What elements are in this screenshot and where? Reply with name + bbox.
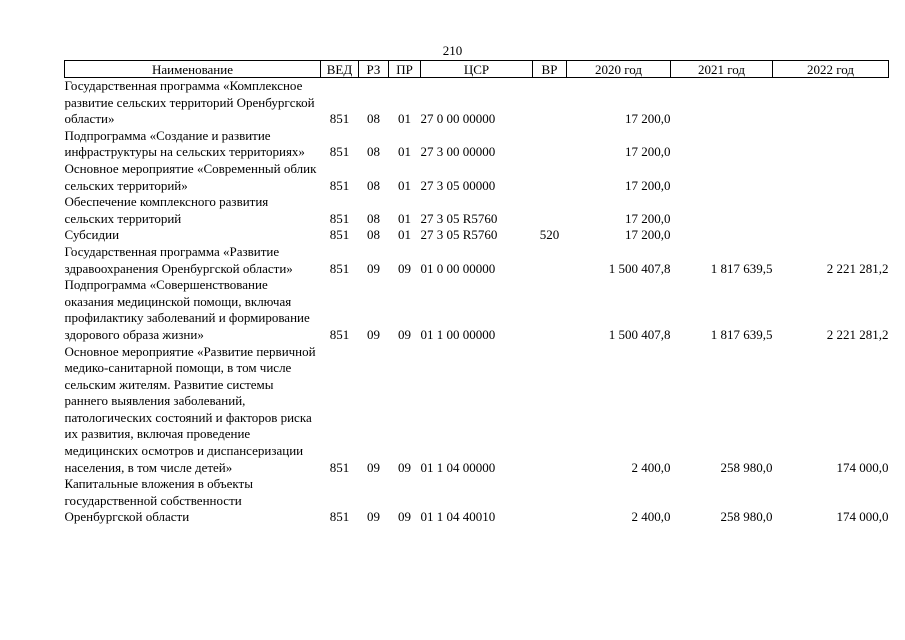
cell-vr <box>533 194 567 227</box>
table-row <box>65 344 889 477</box>
table-body <box>65 78 889 527</box>
cell-rz: 09 <box>367 459 380 475</box>
column-header-ved: ВЕД <box>321 61 359 78</box>
cell-rz: 08 <box>367 177 380 193</box>
cell-pr: 01 <box>398 210 411 226</box>
cell-2020: 17 200,0 <box>625 210 671 226</box>
cell-ved: 851 <box>329 260 350 276</box>
cell-2020: 2 400,0 <box>631 459 671 475</box>
column-header-csr: ЦСР <box>421 61 533 78</box>
cell-2021: 258 980,0 <box>720 459 773 475</box>
cell-ved: 851 <box>329 144 350 160</box>
table-row <box>65 78 889 128</box>
cell-2022: 174 000,0 <box>836 459 889 475</box>
budget-table <box>64 60 889 526</box>
cell-2022 <box>773 161 889 194</box>
cell-2021: 258 980,0 <box>720 509 773 525</box>
cell-pr: 09 <box>398 509 411 525</box>
cell-name: Подпрограмма «Создание и развитие инфраструктуры на сельских территориях» <box>64 127 305 160</box>
cell-pr: 01 <box>398 144 411 160</box>
cell-2020: 1 500 407,8 <box>608 260 671 276</box>
cell-vr <box>533 78 567 128</box>
column-header-vr: ВР <box>533 61 567 78</box>
cell-2020: 17 200,0 <box>625 177 671 193</box>
cell-csr: 27 3 05 00000 <box>420 177 496 193</box>
cell-vr <box>533 244 567 277</box>
table-row <box>65 227 889 244</box>
cell-rz: 09 <box>367 509 380 525</box>
cell-2021 <box>671 161 773 194</box>
cell-vr: 520 <box>539 227 560 243</box>
cell-2020: 17 200,0 <box>625 144 671 160</box>
cell-2020: 17 200,0 <box>625 111 671 127</box>
cell-vr <box>533 128 567 161</box>
cell-vr <box>533 161 567 194</box>
page-number: 210 <box>442 43 463 58</box>
cell-2021 <box>671 78 773 128</box>
cell-pr: 09 <box>398 260 411 276</box>
table-header <box>65 61 889 78</box>
column-header-2021: 2021 год <box>671 61 773 78</box>
cell-rz: 09 <box>367 260 380 276</box>
cell-name: Основное мероприятие «Развитие первичной медико-санитарной помощи, в том числе сельским жителям. Развитие системы раннего выявления заболеваний, патологических состояний и факторов риска их развития, включая проведение медицинских осмотров и диспансеризации населения, в том числе детей» <box>64 343 316 475</box>
column-header-2022: 2022 год <box>773 61 889 78</box>
cell-ved: 851 <box>329 111 350 127</box>
cell-csr: 01 0 00 00000 <box>420 260 496 276</box>
cell-name: Государственная программа «Развитие здравоохранения Оренбургской области» <box>64 243 293 276</box>
cell-vr <box>533 344 567 477</box>
table-row <box>65 128 889 161</box>
cell-vr <box>533 277 567 343</box>
cell-rz: 08 <box>367 111 380 127</box>
cell-2022 <box>773 128 889 161</box>
table-row <box>65 161 889 194</box>
cell-2021 <box>671 227 773 244</box>
cell-ved: 851 <box>329 227 350 243</box>
cell-2022: 174 000,0 <box>836 509 889 525</box>
cell-name: Основное мероприятие «Современный облик сельских территорий» <box>64 160 317 193</box>
cell-2021: 1 817 639,5 <box>710 326 773 342</box>
cell-csr: 01 1 04 40010 <box>420 509 496 525</box>
cell-vr <box>533 476 567 526</box>
cell-2022 <box>773 194 889 227</box>
cell-ved: 851 <box>329 210 350 226</box>
column-header-2020: 2020 год <box>567 61 671 78</box>
column-header-pr: ПР <box>389 61 421 78</box>
cell-ved: 851 <box>329 509 350 525</box>
cell-pr: 09 <box>398 326 411 342</box>
cell-name: Государственная программа «Комплексное развитие сельских территорий Оренбургской области» <box>64 78 315 127</box>
cell-rz: 08 <box>367 210 380 226</box>
cell-csr: 27 0 00 00000 <box>420 111 496 127</box>
cell-csr: 27 3 00 00000 <box>420 144 496 160</box>
column-header-name: Наименование <box>65 61 321 78</box>
table-row <box>65 194 889 227</box>
cell-2022 <box>773 78 889 128</box>
cell-rz: 08 <box>367 144 380 160</box>
cell-ved: 851 <box>329 459 350 475</box>
table-row <box>65 244 889 277</box>
cell-name: Подпрограмма «Совершенствование оказания медицинской помощи, включая профилактику заболеваний и формирование здорового образа жизни» <box>64 277 310 342</box>
cell-2022: 2 221 281,2 <box>826 326 889 342</box>
cell-ved: 851 <box>329 177 350 193</box>
cell-name: Обеспечение комплексного развития сельских территорий <box>64 194 269 226</box>
cell-pr: 09 <box>398 459 411 475</box>
cell-ved: 851 <box>329 326 350 342</box>
cell-2021: 1 817 639,5 <box>710 260 773 276</box>
cell-2021 <box>671 128 773 161</box>
cell-2021 <box>671 194 773 227</box>
table-row <box>65 476 889 526</box>
column-header-rz: РЗ <box>359 61 389 78</box>
table-row <box>65 277 889 343</box>
cell-pr: 01 <box>398 227 411 243</box>
cell-rz: 09 <box>367 326 380 342</box>
cell-2022: 2 221 281,2 <box>826 260 889 276</box>
cell-csr: 01 1 00 00000 <box>420 326 496 342</box>
header-row <box>65 61 889 78</box>
cell-pr: 01 <box>398 111 411 127</box>
cell-csr: 01 1 04 00000 <box>420 459 496 475</box>
cell-name: Капитальные вложения в объекты государственной собственности Оренбургской области <box>64 476 253 525</box>
cell-csr: 27 3 05 R5760 <box>420 227 498 243</box>
cell-2020: 17 200,0 <box>625 227 671 243</box>
cell-csr: 27 3 05 R5760 <box>420 210 498 226</box>
cell-2020: 1 500 407,8 <box>608 326 671 342</box>
cell-rz: 08 <box>367 227 380 243</box>
cell-2022 <box>773 227 889 244</box>
cell-pr: 01 <box>398 177 411 193</box>
cell-name: Субсидии <box>64 227 120 243</box>
cell-2020: 2 400,0 <box>631 509 671 525</box>
